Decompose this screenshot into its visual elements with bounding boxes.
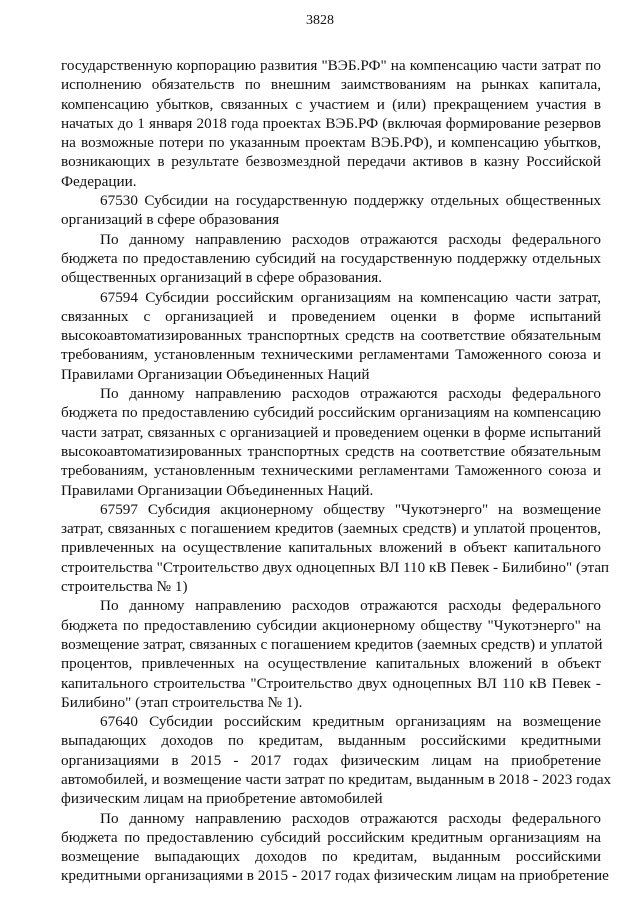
text-line: высокоавтоматизированных транспортных средств на соответствие обязательным (61, 327, 601, 345)
text-line: Правилами Организации Объединенных Наций. (61, 481, 374, 499)
text-line: 67640 Субсидии российским кредитным организациям на возмещение (100, 713, 601, 731)
text-line: организаций в сфере образования (61, 211, 280, 229)
text-line: связанных с организацией и проведением оценки в форме испытаний (61, 307, 601, 325)
paragraph (61, 596, 601, 712)
text-line: возмещение выпадающих доходов по кредитам, выданным российскими (61, 848, 601, 866)
text-line: начатых до 1 января 2018 года проектах ВЭБ.РФ (включая формирование резервов (61, 114, 601, 132)
paragraph (61, 288, 601, 384)
text-line: требованиям, установленным техническими регламентами Таможенного союза и (61, 346, 601, 364)
text-line: По данному направлению расходов отражаются расходы федерального (100, 809, 601, 827)
text-line: строительства "Строительство двух одноцепных ВЛ 110 кВ Певек - Билибино" (этап (61, 558, 610, 576)
text-line: 67594 Субсидии российским организациям на компенсацию части затрат, (100, 288, 601, 306)
paragraph (61, 56, 601, 191)
text-line: автомобилей, и возмещение части затрат по кредитам, выданным в 2018 - 2023 годах (61, 770, 612, 788)
text-line: возникающих в результате безвозмездной передачи активов в казну Российской (61, 153, 601, 171)
text-line: привлеченных на осуществление капитальных вложений в объект капитального (61, 539, 601, 557)
text-line: исполнению обязательств по внешним заимствованиям на рынках капитала, (61, 76, 601, 94)
text-line: возмещение затрат, связанных с погашением кредитов (заемных средств) и уплатой (61, 635, 603, 653)
text-line: бюджета по предоставлению субсидий на государственную поддержку отдельных (61, 249, 601, 267)
text-line: государственную корпорацию развития "ВЭБ.РФ" на компенсацию части затрат по (61, 57, 601, 74)
text-line: организациями в 2015 - 2017 годах физическим лицам на приобретение (61, 751, 601, 769)
text-line: бюджета по предоставлению субсидии акционерному обществу "Чукотэнерго" на (61, 616, 601, 634)
text-line: части затрат, связанных с организацией и проведением оценки в форме испытаний (61, 423, 601, 441)
paragraph (61, 712, 612, 808)
text-line: кредитными организациями в 2015 - 2017 годах физическим лицам на приобретение (61, 867, 609, 885)
text-line: 67530 Субсидии на государственную поддержку отдельных общественных (100, 192, 601, 210)
text-line: на возможные потери по указанным проектам ВЭБ.РФ), и компенсацию убытков, (61, 134, 601, 152)
text-line: 67597 Субсидия акционерному обществу "Чукотэнерго" на возмещение (100, 500, 601, 518)
text-line: затрат, связанных с погашением кредитов (заемных средств) и уплатой процентов, (61, 520, 601, 538)
paragraph (61, 384, 601, 500)
text-line: строительства № 1) (61, 578, 188, 596)
text-line: компенсацию убытков, связанных с участием и (или) прекращением участия в (61, 95, 601, 113)
text-line: требованиям, установленным техническими регламентами Таможенного союза и (61, 462, 601, 480)
paragraph (61, 230, 601, 288)
text-line: бюджета по предоставлению субсидий российским кредитным организациям на (61, 828, 601, 846)
text-line: Правилами Организации Объединенных Наций (61, 365, 370, 383)
text-line: Федерации. (61, 172, 137, 190)
text-line: По данному направлению расходов отражаются расходы федерального (100, 385, 601, 403)
paragraph (61, 500, 610, 596)
paragraph (61, 191, 601, 230)
text-line: физическим лицам на приобретение автомобилей (61, 790, 383, 808)
text-line: Билибино" (этап строительства № 1). (61, 693, 303, 711)
text-line: По данному направлению расходов отражаются расходы федерального (100, 597, 601, 615)
page-number: 3828 (306, 13, 334, 28)
document-body (61, 56, 612, 886)
text-line: бюджета по предоставлению субсидий российским организациям на компенсацию (61, 404, 601, 422)
text-line: процентов, привлеченных на осуществление капитальных вложений в объект (61, 655, 601, 673)
text-line: высокоавтоматизированных транспортных средств на соответствие обязательным (61, 442, 601, 460)
text-line: общественных организаций в сфере образования. (61, 269, 383, 287)
text-line: По данному направлению расходов отражаются расходы федерального (100, 230, 601, 248)
text-line: выпадающих доходов по кредитам, выданным российскими кредитными (61, 732, 601, 750)
text-line: капитального строительства "Строительство двух одноцепных ВЛ 110 кВ Певек - (61, 674, 601, 692)
paragraph (61, 809, 609, 886)
